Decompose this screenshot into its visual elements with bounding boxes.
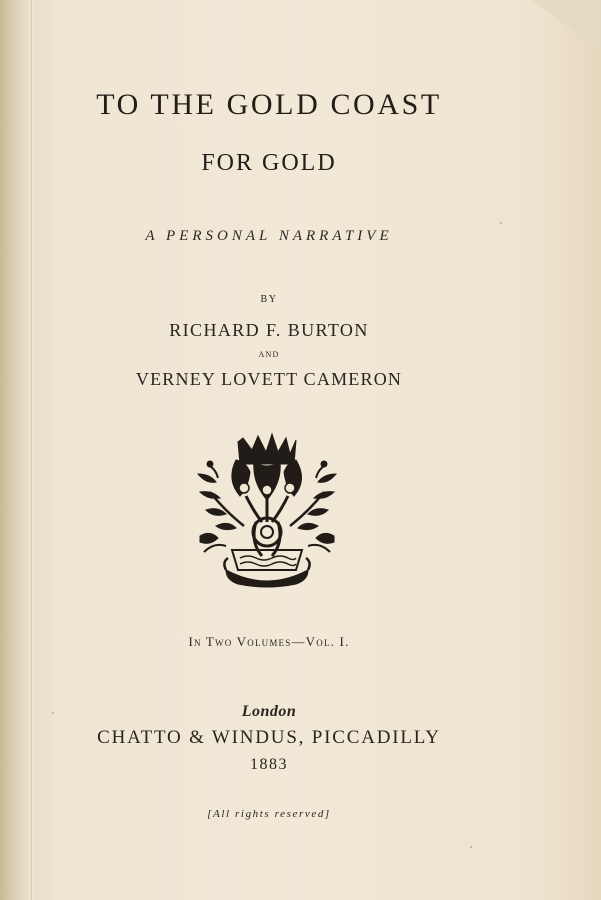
- title-line-2: FOR GOLD: [201, 150, 337, 176]
- volume-note: In Two Volumes—Vol. I.: [188, 634, 350, 649]
- subtitle: A PERSONAL NARRATIVE: [145, 228, 393, 244]
- gutter-fold: [31, 0, 32, 900]
- byline-and: AND: [258, 350, 280, 359]
- lotus-flower-vase-icon: [196, 430, 338, 590]
- page-corner: [531, 0, 601, 50]
- byline-by: BY: [260, 294, 278, 305]
- paper-speck: [52, 712, 54, 714]
- rights-notice: [All rights reserved]: [207, 808, 331, 820]
- author-2: VERNEY LOVETT CAMERON: [135, 369, 403, 389]
- paper-speck: [470, 846, 472, 848]
- imprint-year: 1883: [250, 756, 288, 773]
- title-line-1: TO THE GOLD COAST: [96, 88, 442, 121]
- author-1: RICHARD F. BURTON: [169, 320, 369, 340]
- book-gutter: [0, 0, 34, 900]
- paper-speck: [500, 222, 502, 224]
- imprint-city: London: [241, 703, 297, 720]
- imprint-publisher: CHATTO & WINDUS, PICCADILLY: [97, 727, 441, 748]
